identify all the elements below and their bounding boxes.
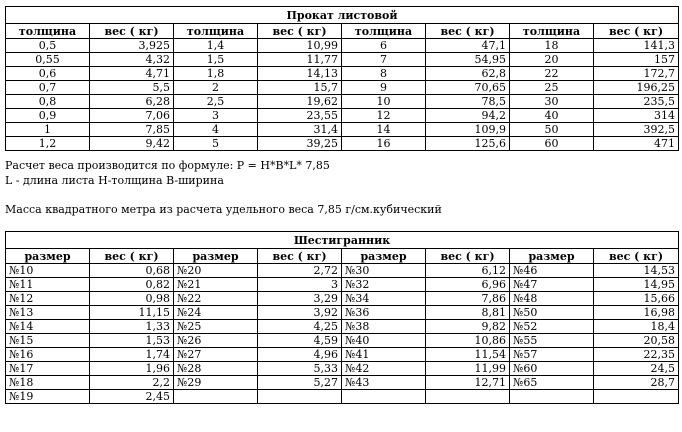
hex-key-cell — [342, 390, 426, 404]
hex-weight-cell: 3,92 — [258, 306, 342, 320]
hex-weight-cell: 2,2 — [90, 376, 174, 390]
hex-weight-cell: 9,82 — [426, 320, 510, 334]
sheet-key-cell: 1,4 — [174, 39, 258, 53]
hex-row — [6, 334, 679, 348]
hex-weight-cell: 20,58 — [594, 334, 679, 348]
hex-weight-cell: 1,53 — [90, 334, 174, 348]
hex-weight-cell: 22,35 — [594, 348, 679, 362]
sheet-key-cell: 12 — [342, 109, 426, 123]
hex-header-cell: размер — [342, 249, 426, 264]
hex-header-cell: размер — [6, 249, 90, 264]
hex-key-cell: №65 — [510, 376, 594, 390]
sheet-key-cell: 3 — [174, 109, 258, 123]
hex-key-cell: №19 — [6, 390, 90, 404]
hex-weight-cell: 4,25 — [258, 320, 342, 334]
hex-weight-cell: 0,68 — [90, 264, 174, 278]
sheet-row — [6, 67, 679, 81]
sheet-weight-cell: 19,62 — [258, 95, 342, 109]
sheet-weight-cell: 62,8 — [426, 67, 510, 81]
hex-row — [6, 390, 679, 404]
sheet-key-cell: 10 — [342, 95, 426, 109]
sheet-weight-cell: 23,55 — [258, 109, 342, 123]
sheet-key-cell: 1,5 — [174, 53, 258, 67]
hex-key-cell: №21 — [174, 278, 258, 292]
sheet-weight-cell: 471 — [594, 137, 679, 151]
hex-row — [6, 376, 679, 390]
hex-key-cell: №11 — [6, 278, 90, 292]
hex-key-cell — [174, 390, 258, 404]
sheet-weight-cell: 4,71 — [90, 67, 174, 81]
sheet-row — [6, 123, 679, 137]
hex-weight-cell: 24,5 — [594, 362, 679, 376]
sheet-key-cell: 1,8 — [174, 67, 258, 81]
sheet-weight-cell: 94,2 — [426, 109, 510, 123]
hex-weight-cell: 2,45 — [90, 390, 174, 404]
hex-weight-cell: 0,98 — [90, 292, 174, 306]
hex-key-cell: №38 — [342, 320, 426, 334]
hex-row — [6, 362, 679, 376]
hex-header-cell: размер — [174, 249, 258, 264]
sheet-key-cell: 7 — [342, 53, 426, 67]
sheet-weight-cell: 10,99 — [258, 39, 342, 53]
sheet-weight-cell: 157 — [594, 53, 679, 67]
hex-weight-cell: 11,99 — [426, 362, 510, 376]
hex-weight-cell — [426, 390, 510, 404]
sheet-header-cell: толщина — [174, 24, 258, 39]
hex-key-cell: №57 — [510, 348, 594, 362]
sheet-weight-cell: 6,28 — [90, 95, 174, 109]
sheet-header-row — [6, 24, 679, 39]
hex-weight-cell: 6,96 — [426, 278, 510, 292]
hex-key-cell: №34 — [342, 292, 426, 306]
hex-weight-cell: 18,4 — [594, 320, 679, 334]
sheet-weight-cell: 196,25 — [594, 81, 679, 95]
hex-key-cell: №22 — [174, 292, 258, 306]
sheet-weight-cell: 172,7 — [594, 67, 679, 81]
sheet-key-cell: 5 — [174, 137, 258, 151]
hex-weight-cell: 4,59 — [258, 334, 342, 348]
sheet-key-cell: 14 — [342, 123, 426, 137]
hex-key-cell: №12 — [6, 292, 90, 306]
hex-key-cell: №20 — [174, 264, 258, 278]
sheet-key-cell: 25 — [510, 81, 594, 95]
sheet-key-cell: 6 — [342, 39, 426, 53]
sheet-header-cell: толщина — [6, 24, 90, 39]
hex-weight-cell: 15,66 — [594, 292, 679, 306]
sheet-weight-cell: 314 — [594, 109, 679, 123]
sheet-key-cell: 40 — [510, 109, 594, 123]
hex-weight-cell — [594, 390, 679, 404]
hex-key-cell: №32 — [342, 278, 426, 292]
hex-key-cell: №26 — [174, 334, 258, 348]
sheet-weight-cell: 125,6 — [426, 137, 510, 151]
sheet-weight-cell: 141,3 — [594, 39, 679, 53]
formula-note: Расчет веса производится по формуле: P = H*B*L* 7,85 — [5, 159, 330, 172]
sheet-row — [6, 39, 679, 53]
sheet-header-cell: вес ( кг) — [426, 24, 510, 39]
hex-key-cell: №25 — [174, 320, 258, 334]
sheet-key-cell: 0,8 — [6, 95, 90, 109]
hex-weight-cell: 11,15 — [90, 306, 174, 320]
hex-weight-cell: 10,86 — [426, 334, 510, 348]
sheet-key-cell: 18 — [510, 39, 594, 53]
sheet-header-cell: вес ( кг) — [258, 24, 342, 39]
sheet-weight-cell: 7,06 — [90, 109, 174, 123]
sheet-weight-cell: 54,95 — [426, 53, 510, 67]
sheet-key-cell: 30 — [510, 95, 594, 109]
hex-key-cell: №60 — [510, 362, 594, 376]
hex-key-cell: №28 — [174, 362, 258, 376]
sheet-key-cell: 0,5 — [6, 39, 90, 53]
hex-weight-cell: 28,7 — [594, 376, 679, 390]
hex-key-cell: №27 — [174, 348, 258, 362]
sheet-key-cell: 1,2 — [6, 137, 90, 151]
hex-header-cell: размер — [510, 249, 594, 264]
hex-row — [6, 306, 679, 320]
hex-key-cell: №48 — [510, 292, 594, 306]
hex-key-cell: №13 — [6, 306, 90, 320]
hex-header-cell: вес ( кг) — [90, 249, 174, 264]
hex-key-cell: №18 — [6, 376, 90, 390]
sheet-weight-cell: 9,42 — [90, 137, 174, 151]
hex-key-cell: №15 — [6, 334, 90, 348]
hex-weight-cell: 11,54 — [426, 348, 510, 362]
sheet-key-cell: 20 — [510, 53, 594, 67]
hex-key-cell: №42 — [342, 362, 426, 376]
sheet-key-cell: 22 — [510, 67, 594, 81]
sheet-weight-cell: 3,925 — [90, 39, 174, 53]
hex-key-cell: №43 — [342, 376, 426, 390]
sheet-row — [6, 95, 679, 109]
hex-weight-cell — [258, 390, 342, 404]
hex-weight-cell: 1,33 — [90, 320, 174, 334]
hex-header-cell: вес ( кг) — [258, 249, 342, 264]
hex-weight-cell: 8,81 — [426, 306, 510, 320]
sheet-weight-cell: 7,85 — [90, 123, 174, 137]
hex-row — [6, 292, 679, 306]
sheet-key-cell: 16 — [342, 137, 426, 151]
sheet-weight-cell: 109,9 — [426, 123, 510, 137]
sheet-key-cell: 1 — [6, 123, 90, 137]
hex-table — [5, 231, 679, 404]
hex-weight-cell: 3 — [258, 278, 342, 292]
sheet-weight-cell: 392,5 — [594, 123, 679, 137]
hex-key-cell: №24 — [174, 306, 258, 320]
sheet-row — [6, 81, 679, 95]
sheet-weight-cell: 39,25 — [258, 137, 342, 151]
hex-key-cell: №52 — [510, 320, 594, 334]
sheet-key-cell: 0,6 — [6, 67, 90, 81]
hex-key-cell: №29 — [174, 376, 258, 390]
hex-key-cell — [510, 390, 594, 404]
hex-weight-cell: 16,98 — [594, 306, 679, 320]
sheet-weight-cell: 14,13 — [258, 67, 342, 81]
hex-header-cell: вес ( кг) — [594, 249, 679, 264]
hex-table-title: Шестигранник — [6, 232, 679, 249]
hex-weight-cell: 14,53 — [594, 264, 679, 278]
sheet-table — [5, 6, 679, 151]
sheet-header-cell: вес ( кг) — [90, 24, 174, 39]
hex-key-cell: №55 — [510, 334, 594, 348]
hex-row — [6, 348, 679, 362]
hex-key-cell: №40 — [342, 334, 426, 348]
hex-weight-cell: 6,12 — [426, 264, 510, 278]
sheet-weight-cell: 31,4 — [258, 123, 342, 137]
sheet-weight-cell: 78,5 — [426, 95, 510, 109]
sheet-key-cell: 2 — [174, 81, 258, 95]
hex-weight-cell: 2,72 — [258, 264, 342, 278]
sheet-key-cell: 0,7 — [6, 81, 90, 95]
hex-weight-cell: 12,71 — [426, 376, 510, 390]
sheet-weight-cell: 15,7 — [258, 81, 342, 95]
hex-key-cell: №17 — [6, 362, 90, 376]
sheet-header-cell: толщина — [510, 24, 594, 39]
hex-key-cell: №30 — [342, 264, 426, 278]
hex-row — [6, 320, 679, 334]
hex-header-row — [6, 249, 679, 264]
sheet-weight-cell: 4,32 — [90, 53, 174, 67]
hex-weight-cell: 3,29 — [258, 292, 342, 306]
density-note: Масса квадратного метра из расчета удельного веса 7,85 г/см.кубический — [5, 203, 442, 216]
hex-key-cell: №50 — [510, 306, 594, 320]
hex-weight-cell: 5,33 — [258, 362, 342, 376]
hex-table-body — [6, 264, 679, 404]
hex-key-cell: №46 — [510, 264, 594, 278]
sheet-header-cell: вес ( кг) — [594, 24, 679, 39]
sheet-table-title: Прокат листовой — [6, 7, 679, 24]
hex-weight-cell: 0,82 — [90, 278, 174, 292]
sheet-key-cell: 0,55 — [6, 53, 90, 67]
sheet-table-body — [6, 39, 679, 151]
hex-key-cell: №36 — [342, 306, 426, 320]
hex-weight-cell: 5,27 — [258, 376, 342, 390]
hex-header-cell: вес ( кг) — [426, 249, 510, 264]
hex-weight-cell: 4,96 — [258, 348, 342, 362]
sheet-header-cell: толщина — [342, 24, 426, 39]
legend-note: L - длина листа H-толщина B-ширина — [5, 174, 224, 187]
sheet-key-cell: 50 — [510, 123, 594, 137]
sheet-key-cell: 0,9 — [6, 109, 90, 123]
sheet-key-cell: 9 — [342, 81, 426, 95]
hex-weight-cell: 7,86 — [426, 292, 510, 306]
sheet-key-cell: 2,5 — [174, 95, 258, 109]
hex-weight-cell: 14,95 — [594, 278, 679, 292]
sheet-key-cell: 8 — [342, 67, 426, 81]
hex-weight-cell: 1,96 — [90, 362, 174, 376]
sheet-row — [6, 109, 679, 123]
sheet-row — [6, 137, 679, 151]
hex-key-cell: №16 — [6, 348, 90, 362]
sheet-weight-cell: 47,1 — [426, 39, 510, 53]
sheet-key-cell: 4 — [174, 123, 258, 137]
sheet-key-cell: 60 — [510, 137, 594, 151]
hex-key-cell: №41 — [342, 348, 426, 362]
sheet-weight-cell: 5,5 — [90, 81, 174, 95]
sheet-row — [6, 53, 679, 67]
hex-weight-cell: 1,74 — [90, 348, 174, 362]
hex-row — [6, 278, 679, 292]
hex-key-cell: №14 — [6, 320, 90, 334]
sheet-weight-cell: 235,5 — [594, 95, 679, 109]
sheet-weight-cell: 70,65 — [426, 81, 510, 95]
hex-key-cell: №47 — [510, 278, 594, 292]
hex-row — [6, 264, 679, 278]
hex-key-cell: №10 — [6, 264, 90, 278]
sheet-weight-cell: 11,77 — [258, 53, 342, 67]
